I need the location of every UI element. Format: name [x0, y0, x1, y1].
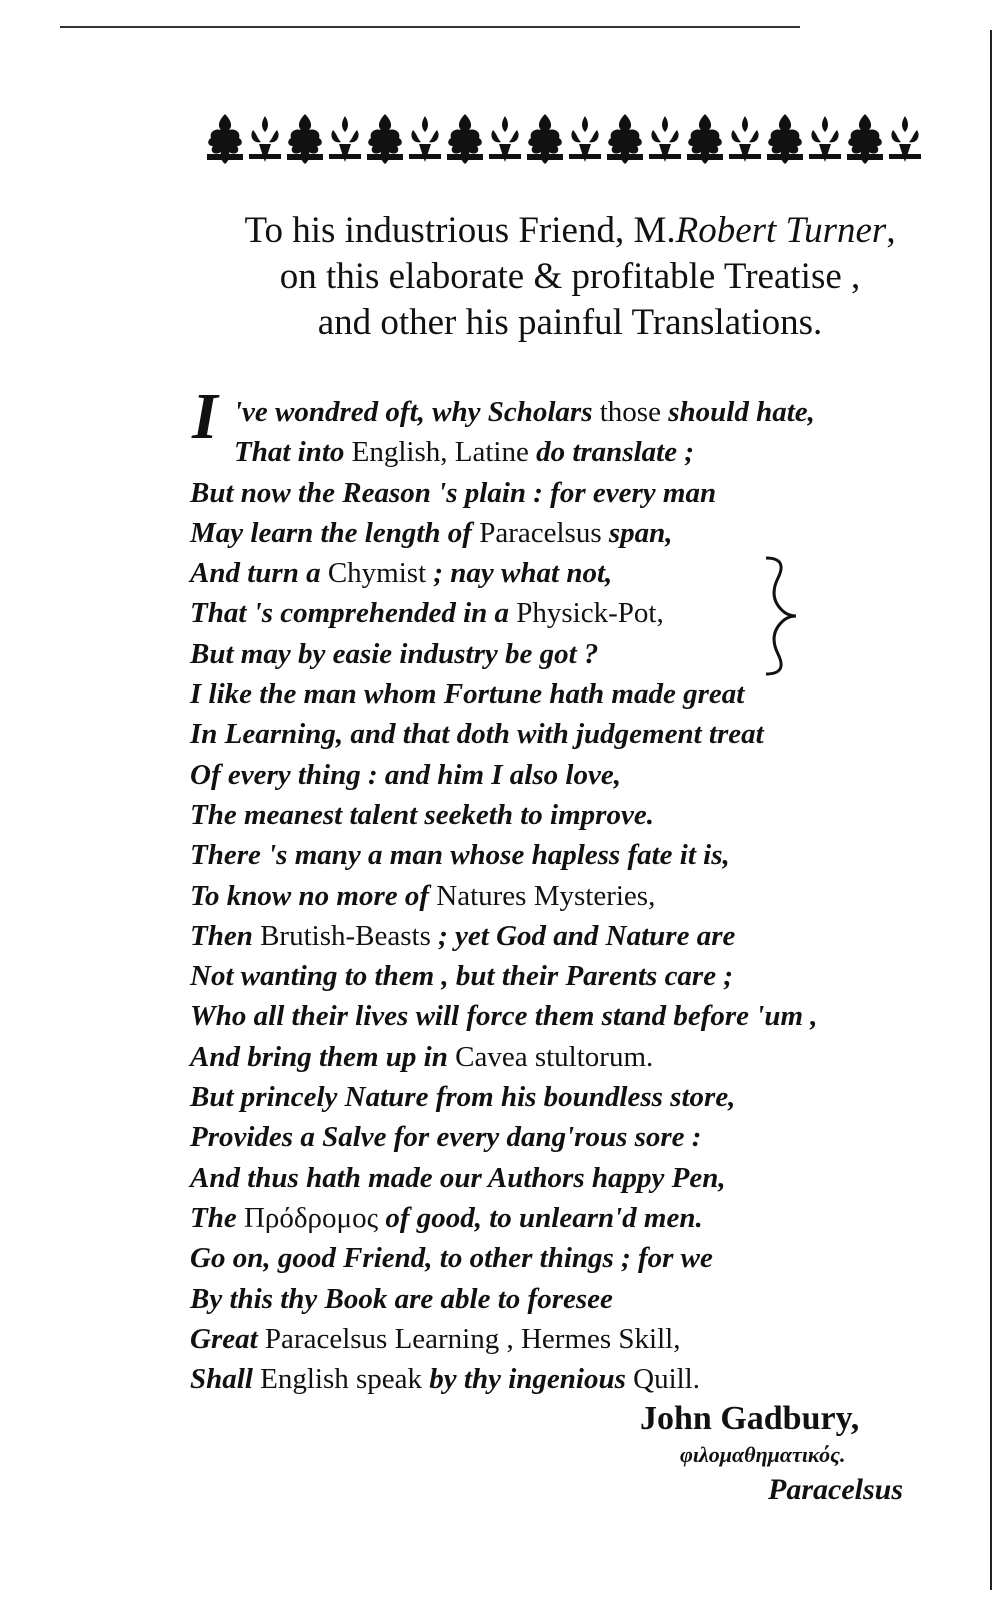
poem-line — [190, 1117, 910, 1157]
poem-line — [190, 513, 910, 553]
poem-line — [190, 1198, 910, 1238]
catchword: Paracelsus — [768, 1473, 903, 1506]
poem-text: Πρόδρομος — [243, 1201, 379, 1234]
poem-text: May learn the length of — [190, 516, 480, 549]
poem-line — [190, 392, 910, 432]
heading-line-1-text: To his industrious Friend, M. — [244, 210, 676, 251]
poem-line — [190, 432, 910, 472]
poem-text: Chymist — [327, 557, 427, 590]
poem-text: But princely Nature from his boundless store, — [190, 1081, 736, 1114]
poem-text: those — [599, 396, 661, 428]
poem-line — [190, 674, 910, 714]
poem-text: English speak — [260, 1363, 423, 1396]
poem-text: The meanest talent seeketh to improve. — [190, 798, 654, 831]
poem-line — [190, 553, 910, 593]
poem-text: span, — [601, 516, 673, 549]
poem-text: 've wondred oft, why Scholars — [234, 396, 600, 428]
poem-text: By this thy Book are able to foresee — [190, 1282, 613, 1315]
poem-text: do translate ; — [528, 436, 694, 469]
poem-line — [190, 755, 910, 795]
poem-line — [190, 1158, 910, 1198]
poem-text: I like the man whom Fortune hath made great — [190, 678, 745, 711]
poem-text: by thy ingenious — [422, 1363, 634, 1396]
poem-text: ; yet God and Nature are — [430, 919, 736, 952]
poem-text: Cavea stultorum. — [455, 1040, 654, 1073]
signature-name: John Gadbury, — [640, 1400, 860, 1437]
poem-line — [190, 1238, 910, 1278]
poem-text: Paracelsus Learning , Hermes Skill, — [264, 1322, 681, 1355]
poem-text: In Learning, and that doth with judgement treat — [190, 718, 764, 751]
drop-cap: I — [192, 380, 218, 453]
page-edge — [990, 30, 992, 1590]
poem-line — [190, 593, 910, 633]
poem-text: Physick-Pot, — [516, 597, 664, 630]
poem-text: Natures Mysteries, — [436, 879, 656, 912]
poem-text: Quill. — [633, 1363, 700, 1396]
poem — [190, 392, 910, 1399]
poem-text: Paracelsus — [479, 516, 602, 549]
poem-text: The — [190, 1201, 244, 1234]
poem-line — [190, 714, 910, 754]
ornament-row — [207, 114, 921, 164]
ornamental-headpiece — [205, 110, 925, 168]
poem-line — [190, 835, 910, 875]
poem-text: of good, to unlearn'd men. — [378, 1201, 703, 1234]
poem-text: To know no more of — [190, 879, 437, 912]
poem-line — [190, 795, 910, 835]
poem-line — [190, 1077, 910, 1117]
top-rule — [60, 26, 800, 28]
poem-text: English, Latine — [351, 436, 529, 469]
poem-text: Go on, good Friend, to other things ; for we — [190, 1242, 713, 1275]
poem-text: Brutish-Beasts — [260, 919, 431, 952]
poem-line — [190, 876, 910, 916]
heading-line-2: on this elaborate & profitable Treatise , — [279, 256, 861, 297]
poem-text: That into — [234, 436, 352, 469]
dedicatee-name: Robert Turner — [675, 210, 887, 251]
poem-line — [190, 956, 910, 996]
poem-text: There 's many a man whose hapless fate it is, — [190, 839, 730, 872]
heading-line-1 — [190, 208, 950, 254]
poem-text: And bring them up in — [190, 1040, 456, 1073]
poem-line — [190, 473, 910, 513]
dedication-heading — [190, 208, 950, 346]
poem-text: But may by easie industry be got ? — [190, 637, 599, 670]
poem-text: And thus hath made our Authors happy Pen, — [190, 1161, 726, 1194]
poem-line — [190, 996, 910, 1036]
poem-text: Then — [190, 919, 261, 952]
curly-brace — [762, 556, 798, 676]
poem-line — [190, 1037, 910, 1077]
signature-epithet: φιλομαθηματικός. — [680, 1442, 846, 1467]
heading-line-3: and other his painful Translations. — [317, 302, 823, 343]
poem-text: That 's comprehended in a — [190, 597, 517, 630]
poem-text: Not wanting to them , but their Parents care ; — [190, 960, 733, 993]
poem-line — [190, 634, 910, 674]
poem-line — [190, 916, 910, 956]
poem-text: And turn a — [190, 557, 328, 590]
poem-line — [190, 1319, 910, 1359]
poem-text: Provides a Salve for every dang'rous sore : — [190, 1121, 702, 1154]
poem-text: Shall — [190, 1363, 261, 1396]
poem-line — [190, 1359, 910, 1399]
poem-text: should hate, — [660, 396, 815, 428]
poem-text: Of every thing : and him I also love, — [190, 758, 621, 791]
poem-text: But now the Reason 's plain : for every man — [190, 476, 717, 509]
poem-text: ; nay what not, — [426, 557, 613, 590]
poem-line — [190, 1279, 910, 1319]
poem-text: Great — [190, 1322, 265, 1355]
poem-text: Who all their lives will force them stand before 'um , — [190, 1000, 818, 1033]
heading-line-1-comma: , — [886, 210, 896, 251]
